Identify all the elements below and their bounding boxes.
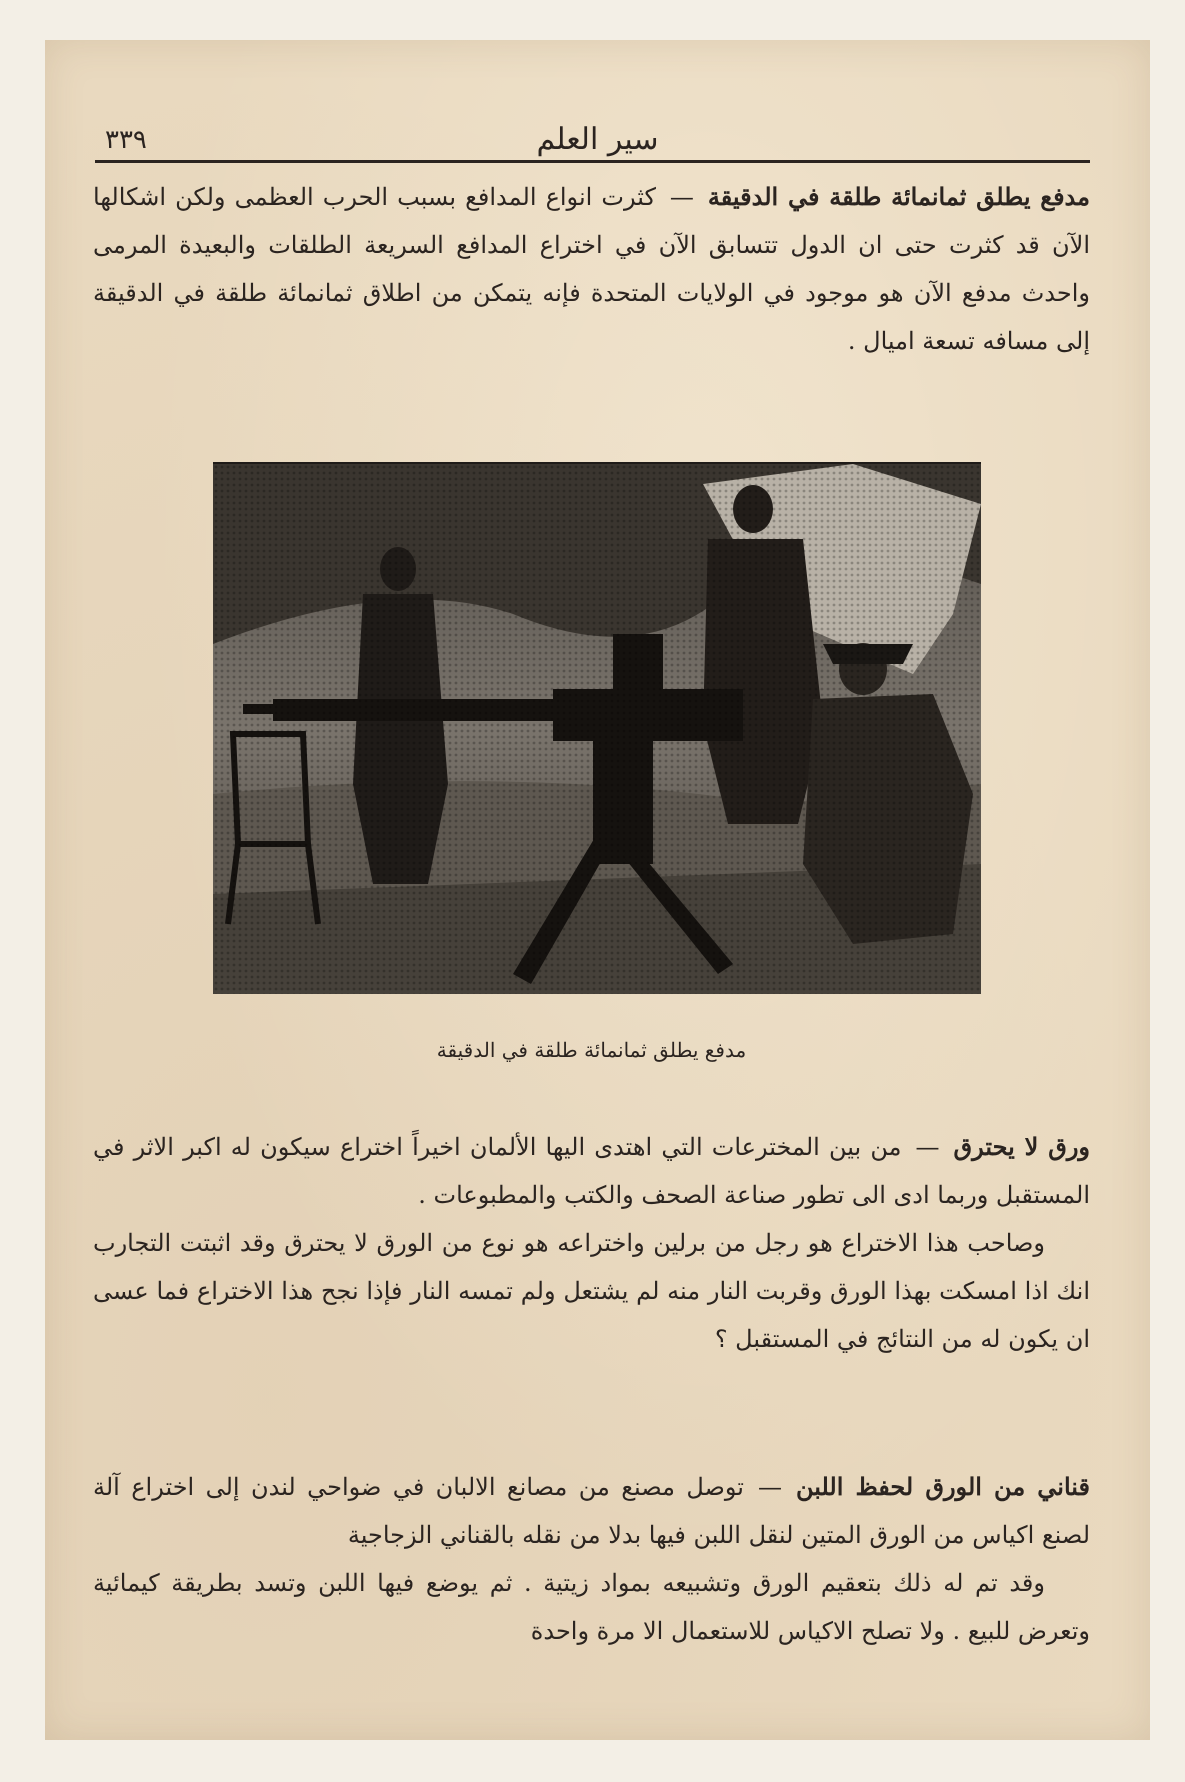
halftone-photo [213,464,981,994]
article-text: توصل مصنع من مصانع الالبان في ضواحي لندن إلى اختراع آلة لصنع اكياس من الورق المتين لنقل اللبن فيها بدلا من نقله بالقناني الزجاجية [93,1473,1090,1549]
article-paragraph: وقد تم له ذلك بتعقيم الورق وتشبيعه بمواد زيتية . ثم يوضع فيها اللبن وتسد بطريقة كيمائية وتعرض للبيع . ولا تصلح الاكياس للاستعمال الا مرة واحدة [93,1569,1090,1645]
page-number: ٣٣٩ [105,125,147,155]
heading-dash: — [757,1473,782,1501]
running-title: سير العلم [536,122,659,157]
article-fireproof-paper [93,1123,1090,1363]
article-text: من بين المخترعات التي اهتدى اليها الألمان اخيراً اختراع سيكون له اكبر الاثر في المستقبل وربما ادى الى تطور صناعة الصحف والكتب والمطبوعات . [93,1133,1090,1209]
page-sheet [45,40,1150,1740]
article-paper-milk-bottles [93,1463,1090,1655]
article-text: كثرت انواع المدافع بسبب الحرب العظمى ولكن اشكالها الآن قد كثرت حتى ان الدول تتسابق الآن في اختراع المدافع السريعة الطلقات والبعيدة المرمى واحدث مدفع الآن هو موجود في الولايات المتحدة فإنه يتمكن من اطلاق ثمانمائة طلقة في الدقيقة إلى مسافه تسعة اميال . [93,183,1090,355]
article-paragraph [93,173,1090,365]
article-paragraph [93,1123,1090,1219]
article-heading: ورق لا يحترق [953,1132,1091,1161]
article-heading: قناني من الورق لحفظ اللبن [795,1472,1091,1501]
article-cannon [93,173,1090,365]
article-paragraph: وصاحب هذا الاختراع هو رجل من برلين واختراعه هو نوع من الورق لا يحترق وقد اثبتت التجارب انك اذا امسكت بهذا الورق وقربت النار منه لم يشتعل ولم تمسه النار فإذا نجح هذا الاختراع فما عسى ان يكون له من النتائج في المستقبل ؟ [93,1229,1090,1353]
heading-dash: — [915,1133,940,1161]
heading-dash: — [669,183,694,211]
header-rule [95,160,1090,163]
article-paragraph [93,1463,1090,1559]
photo-machine-gun [213,462,981,994]
article-heading: مدفع يطلق ثمانمائة طلقة في الدقيقة [707,182,1091,211]
figure-caption: مدفع يطلق ثمانمائة طلقة في الدقيقة [436,1038,747,1062]
